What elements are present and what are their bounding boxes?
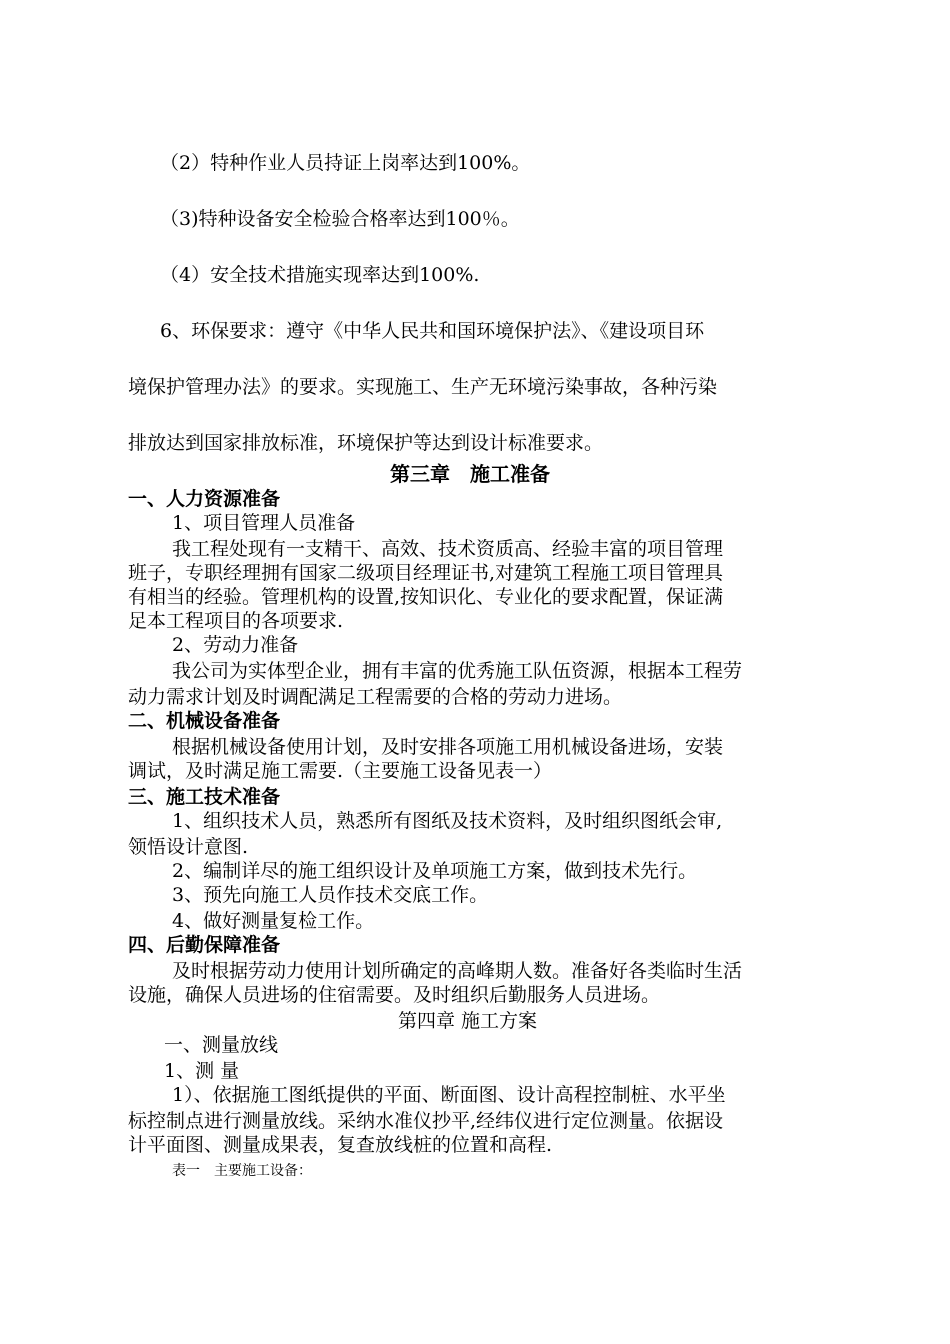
subsection-title: 一、测量放线: [164, 1034, 279, 1056]
requirement-item-2: （2）特种作业人员持证上岗率达到100%。: [160, 152, 531, 174]
paragraph-line: 3、预先向施工人员作技术交底工作。: [172, 884, 489, 906]
paragraph-line: 调试，及时满足施工需要.（主要施工设备见表一）: [128, 760, 553, 782]
requirement-item-4: （4）安全技术措施实现率达到100%.: [160, 264, 480, 286]
section-4-heading: 四、后勤保障准备: [128, 934, 281, 956]
section-1-item-1-title: 1、项目管理人员准备: [172, 512, 356, 534]
paragraph-line: 计平面图、测量成果表，复查放线桩的位置和高程.: [128, 1134, 553, 1156]
chapter-3-title: 第三章 施工准备: [390, 462, 550, 486]
paragraph-line: 我工程处现有一支精干、高效、技术资质高、经验丰富的项目管理: [172, 538, 724, 560]
paragraph-line: 有相当的经验。管理机构的设置,按知识化、专业化的要求配置，保证满: [128, 586, 724, 608]
paragraph-line: 领悟设计意图.: [128, 836, 249, 858]
environment-line-1: 6、环保要求：遵守《中华人民共和国环境保护法》、《建设项目环: [160, 320, 705, 342]
paragraph-line: 根据机械设备使用计划，及时安排各项施工用机械设备进场，安装: [172, 736, 724, 758]
paragraph-line: 及时根据劳动力使用计划所确定的高峰期人数。准备好各类临时生活: [172, 960, 743, 982]
paragraph-line: 设施，确保人员进场的住宿需要。及时组织后勤服务人员进场。: [128, 984, 661, 1006]
paragraph-line: 2、编制详尽的施工组织设计及单项施工方案，做到技术先行。: [172, 860, 698, 882]
paragraph-line: 班子，专职经理拥有国家二级项目经理证书,对建筑工程施工项目管理具: [128, 562, 724, 584]
paragraph-line: 我公司为实体型企业，拥有丰富的优秀施工队伍资源，根据本工程劳: [172, 660, 743, 682]
environment-line-2: 境保护管理办法》的要求。实现施工、生产无环境污染事故，各种污染: [128, 376, 718, 398]
paragraph-line: 动力需求计划及时调配满足工程需要的合格的劳动力进场。: [128, 686, 623, 708]
environment-line-3: 排放达到国家排放标准，环境保护等达到设计标准要求。: [128, 432, 604, 454]
paragraph-line: 4、做好测量复检工作。: [172, 910, 375, 932]
section-1-item-2-title: 2、劳动力准备: [172, 634, 299, 656]
paragraph-line: 标控制点进行测量放线。采纳水准仪抄平,经纬仪进行定位测量。依据设: [128, 1110, 724, 1132]
paragraph-line: 1）、依据施工图纸提供的平面、断面图、设计高程控制桩、水平坐: [172, 1084, 726, 1106]
table-caption: 表一 主要施工设备：: [172, 1163, 312, 1179]
requirement-item-3: （3)特种设备安全检验合格率达到100％。: [160, 208, 520, 230]
section-1-heading: 一、人力资源准备: [128, 488, 281, 510]
section-2-heading: 二、机械设备准备: [128, 710, 281, 732]
subsection-title: 1、测 量: [164, 1060, 240, 1082]
chapter-4-title: 第四章 施工方案: [398, 1010, 538, 1032]
paragraph-line: 1、组织技术人员，熟悉所有图纸及技术资料，及时组织图纸会审,: [172, 810, 723, 832]
paragraph-line: 足本工程项目的各项要求.: [128, 610, 344, 632]
section-3-heading: 三、施工技术准备: [128, 786, 281, 808]
